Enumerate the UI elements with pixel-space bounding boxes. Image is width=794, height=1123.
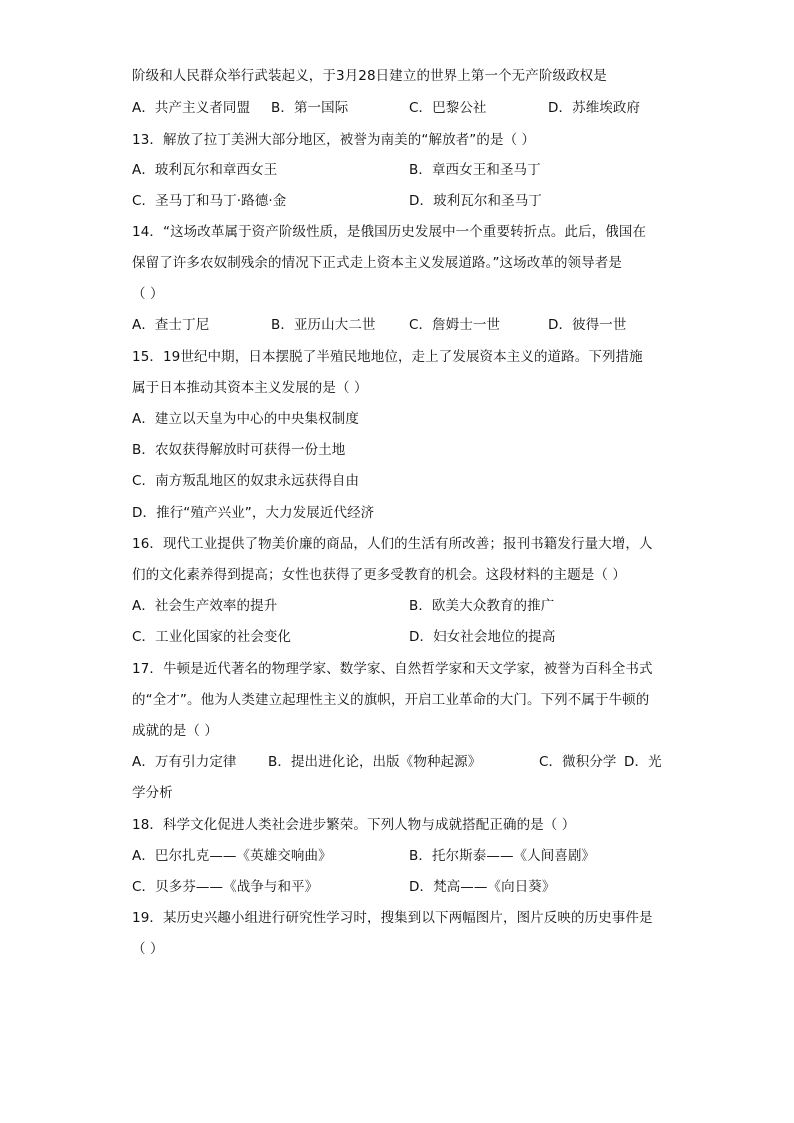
q14-stem-line-2: 保留了许多农奴制残余的情况下正式走上资本主义发展道路。”这场改革的领导者是: [132, 255, 622, 271]
q16-option-d: D．妇女社会地位的提高: [409, 629, 556, 645]
q12-option-c: C．巴黎公社: [409, 100, 487, 116]
q19-stem-line-2: （ ）: [132, 941, 164, 957]
q12-option-b: B．第一国际: [271, 100, 349, 116]
q18-option-a: A．巴尔扎克——《英雄交响曲》: [132, 848, 332, 864]
q15-option-d: D．推行“殖产兴业”，大力发展近代经济: [132, 505, 375, 521]
q13-stem: 13．解放了拉丁美洲大部分地区，被誉为南美的“解放者”的是（ ）: [132, 132, 536, 148]
q13-option-a: A．玻利瓦尔和章西女王: [132, 162, 278, 178]
q13-option-b: B．章西女王和圣马丁: [409, 162, 541, 178]
q17-option-b: B．提出进化论，出版《物种起源》: [268, 754, 482, 770]
q12-option-d: D．苏维埃政府: [548, 100, 641, 116]
q14-option-b: B．亚历山大二世: [271, 317, 376, 333]
q17-stem-line-1: 17．牛顿是近代著名的物理学家、数学家、自然哲学家和天文学家，被誉为百科全书式: [132, 661, 653, 677]
q17-stem-line-2: 的“全才”。他为人类建立起理性主义的旗帜，开启工业革命的大门。下列不属于牛顿的: [132, 692, 650, 708]
q17-option-d: D．光: [624, 754, 662, 770]
q13-option-d: D．玻利瓦尔和圣马丁: [409, 193, 542, 209]
q19-stem-line-1: 19．某历史兴趣小组进行研究性学习时，搜集到以下两幅图片，图片反映的历史事件是: [132, 910, 653, 926]
q18-option-c: C．贝多芬——《战争与和平》: [132, 879, 319, 895]
q16-stem-line-2: 们的文化素养得到提高；女性也获得了更多受教育的机会。这段材料的主题是（ ）: [132, 567, 626, 583]
q17-stem-line-3: 成就的是（ ）: [132, 723, 218, 739]
q14-stem-line-1: 14．“这场改革属于资产阶级性质，是俄国历史发展中一个重要转折点。此后，俄国在: [132, 224, 647, 240]
q16-option-a: A．社会生产效率的提升: [132, 598, 278, 614]
q16-option-c: C．工业化国家的社会变化: [132, 629, 292, 645]
q15-option-b: B．农奴获得解放时可获得一份土地: [132, 442, 346, 458]
q17-option-c: C．微积分学: [539, 754, 617, 770]
q15-option-a: A．建立以天皇为中心的中央集权制度: [132, 411, 359, 427]
q17-option-a: A．万有引力定律: [132, 754, 237, 770]
q14-option-a: A．查士丁尼: [132, 317, 210, 333]
q15-option-c: C．南方叛乱地区的奴隶永远获得自由: [132, 473, 360, 489]
q12-stem-continuation: 阶级和人民群众举行武装起义，于3月28日建立的世界上第一个无产阶级政权是: [132, 68, 607, 84]
q18-option-b: B．托尔斯泰——《人间喜剧》: [409, 848, 596, 864]
q18-stem: 18．科学文化促进人类社会进步繁荣。下列人物与成就搭配正确的是（ ）: [132, 817, 576, 833]
q16-stem-line-1: 16．现代工业提供了物美价廉的商品，人们的生活有所改善；报刊书籍发行量大增，人: [132, 536, 653, 552]
q12-option-a: A．共产主义者同盟: [132, 100, 251, 116]
q16-option-b: B．欧美大众教育的推广: [409, 598, 555, 614]
q14-option-c: C．詹姆士一世: [409, 317, 501, 333]
q14-stem-line-3: （ ）: [132, 286, 164, 302]
q15-stem-line-1: 15．19世纪中期，日本摆脱了半殖民地地位，走上了发展资本主义的道路。下列措施: [132, 349, 643, 365]
q15-stem-line-2: 属于日本推动其资本主义发展的是（ ）: [132, 380, 368, 396]
q13-option-c: C．圣马丁和马丁·路德·金: [132, 193, 287, 209]
q17-option-d-continuation: 学分析: [132, 785, 173, 801]
q18-option-d: D．梵高——《向日葵》: [409, 879, 556, 895]
q14-option-d: D．彼得一世: [548, 317, 627, 333]
